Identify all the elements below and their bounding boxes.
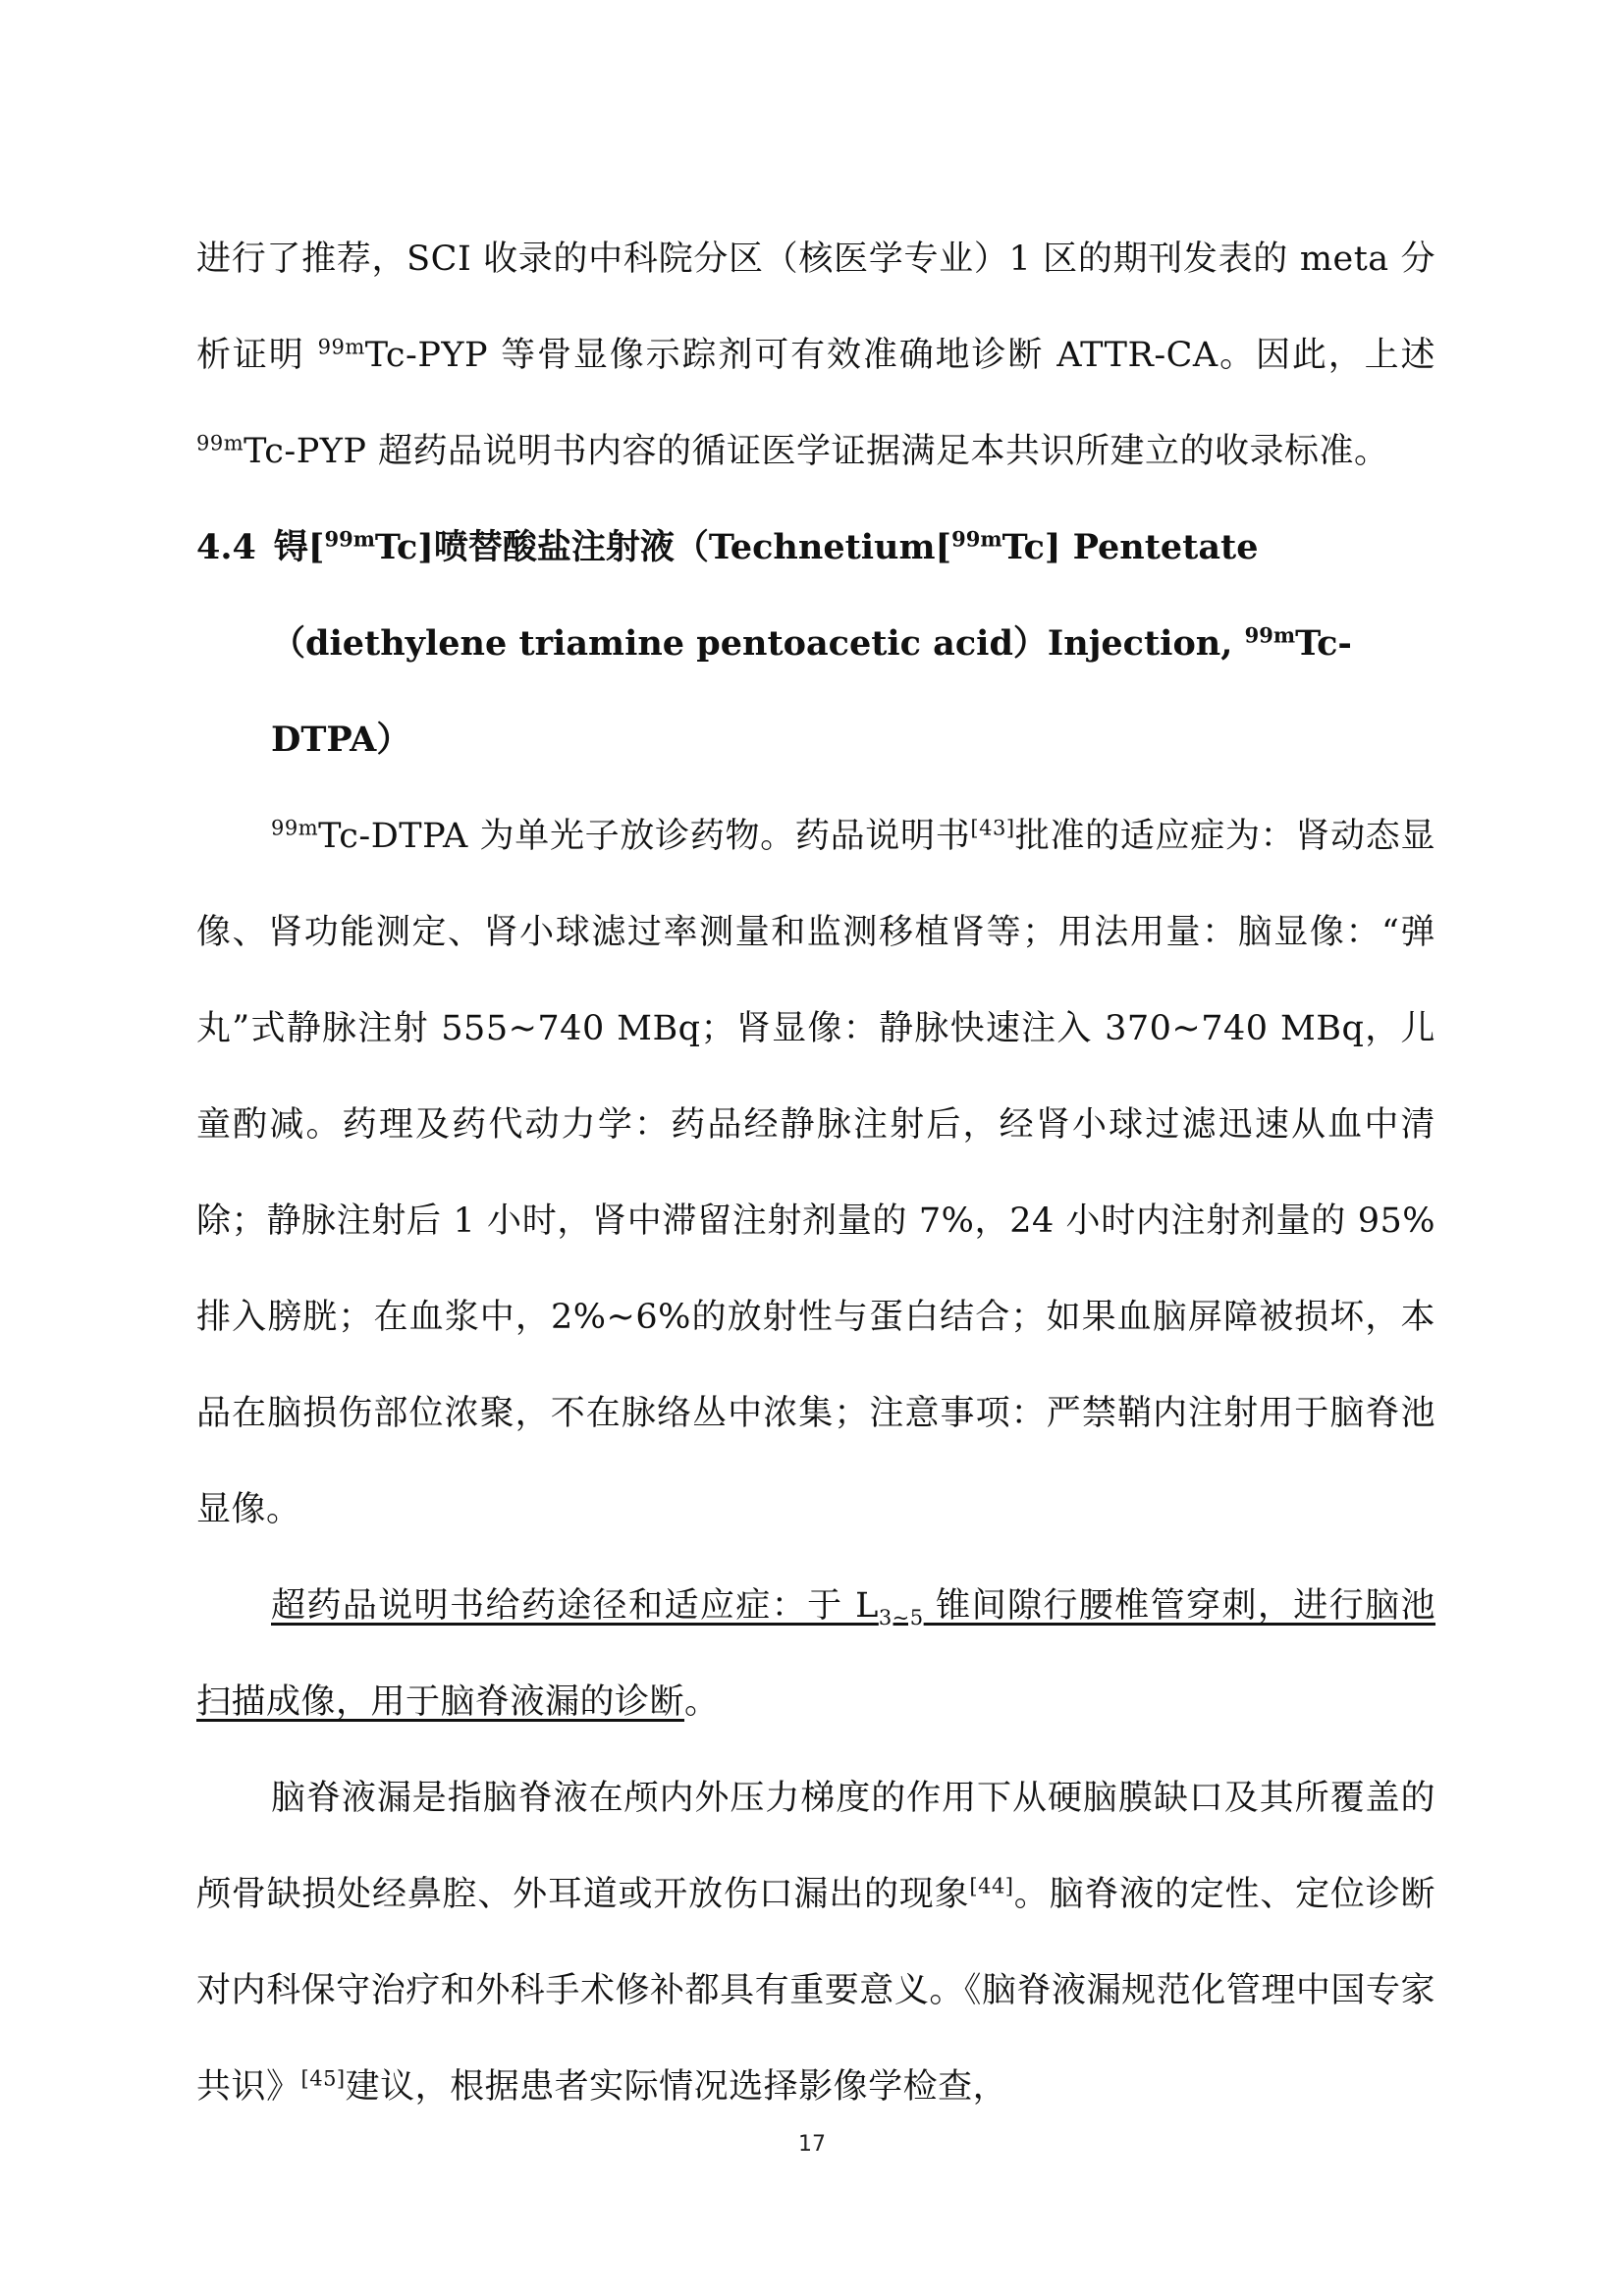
paragraph-dtpa-label: $^{99m}$Tc-DTPA 为单光子放诊药物。药品说明书[43]批准的适应症为：肾动态显像、肾功能测定、肾小球滤过率测量和监测移植肾等；用法用量：脑显像：“弹丸”式静脉注射 555~740 MBq；肾显像：静脉快速注入 370~740 MBq，儿童酌减。药理及药代动力学：药品经静脉注射后，经肾小球过滤迅速从血中清除；静脉注射后 1 小时，肾中滞留注射剂量的 7%，24 小时内注射剂量的 95%排入膀胱；在血浆中，2%~6%的放射性与蛋白结合；如果血脑屏障被损坏，本品在脑损伤部位浓聚，不在脉络丛中浓集；注意事项：严禁鞘内注射用于脑脊池显像。 [196,816,1435,1529]
section-heading-4-4: 4.4 锝[$^{99m}$Tc]喷替酸盐注射液（Technetium[$^{99m}$Tc] Pentetate （diethylene triamine pentoacetic acid）Injection, $^{99m}$Tc-DTPA） [196,526,1352,760]
page-number: 17 [798,2132,826,2157]
citation-ref: [45] [300,2066,346,2091]
document-body [196,211,1435,2135]
citation-ref: [44] [969,1874,1014,1898]
paragraph-csf-leak: 脑脊液漏是指脑脊液在颅内外压力梯度的作用下从硬脑膜缺口及其所覆盖的颅骨缺损处经鼻腔、外耳道或开放伤口漏出的现象[44]。脑脊液的定性、定位诊断对内科保守治疗和外科手术修补都具有重要意义。《脑脊液漏规范化管理中国专家共识》[45]建议，根据患者实际情况选择影像学检查， [196,1779,1435,2107]
section-number: 4.4 [196,527,256,567]
paragraph-pyp-evidence: 进行了推荐，SCI 收录的中科院分区（核医学专业）1 区的期刊发表的 meta 分析证明 $^{99m}$Tc-PYP 等骨显像示踪剂可有效准确地诊断 ATTR-CA。因此，上述 $^{99m}$Tc-PYP 超药品说明书内容的循证医学证据满足本共识所建立的收录标准。 [196,240,1435,471]
paragraph-offlabel-route: 超药品说明书给药途径和适应症：于 $L_{3\sim 5}$ 锥间隙行腰椎管穿刺，进行脑池扫描成像，用于脑脊液漏的诊断。 [196,1586,1435,1722]
underlined-offlabel-statement: 超药品说明书给药途径和适应症：于 $L_{3\sim 5}$ 锥间隙行腰椎管穿刺，进行脑池扫描成像，用于脑脊液漏的诊断 [196,1586,1435,1722]
citation-ref: [43] [970,816,1015,840]
